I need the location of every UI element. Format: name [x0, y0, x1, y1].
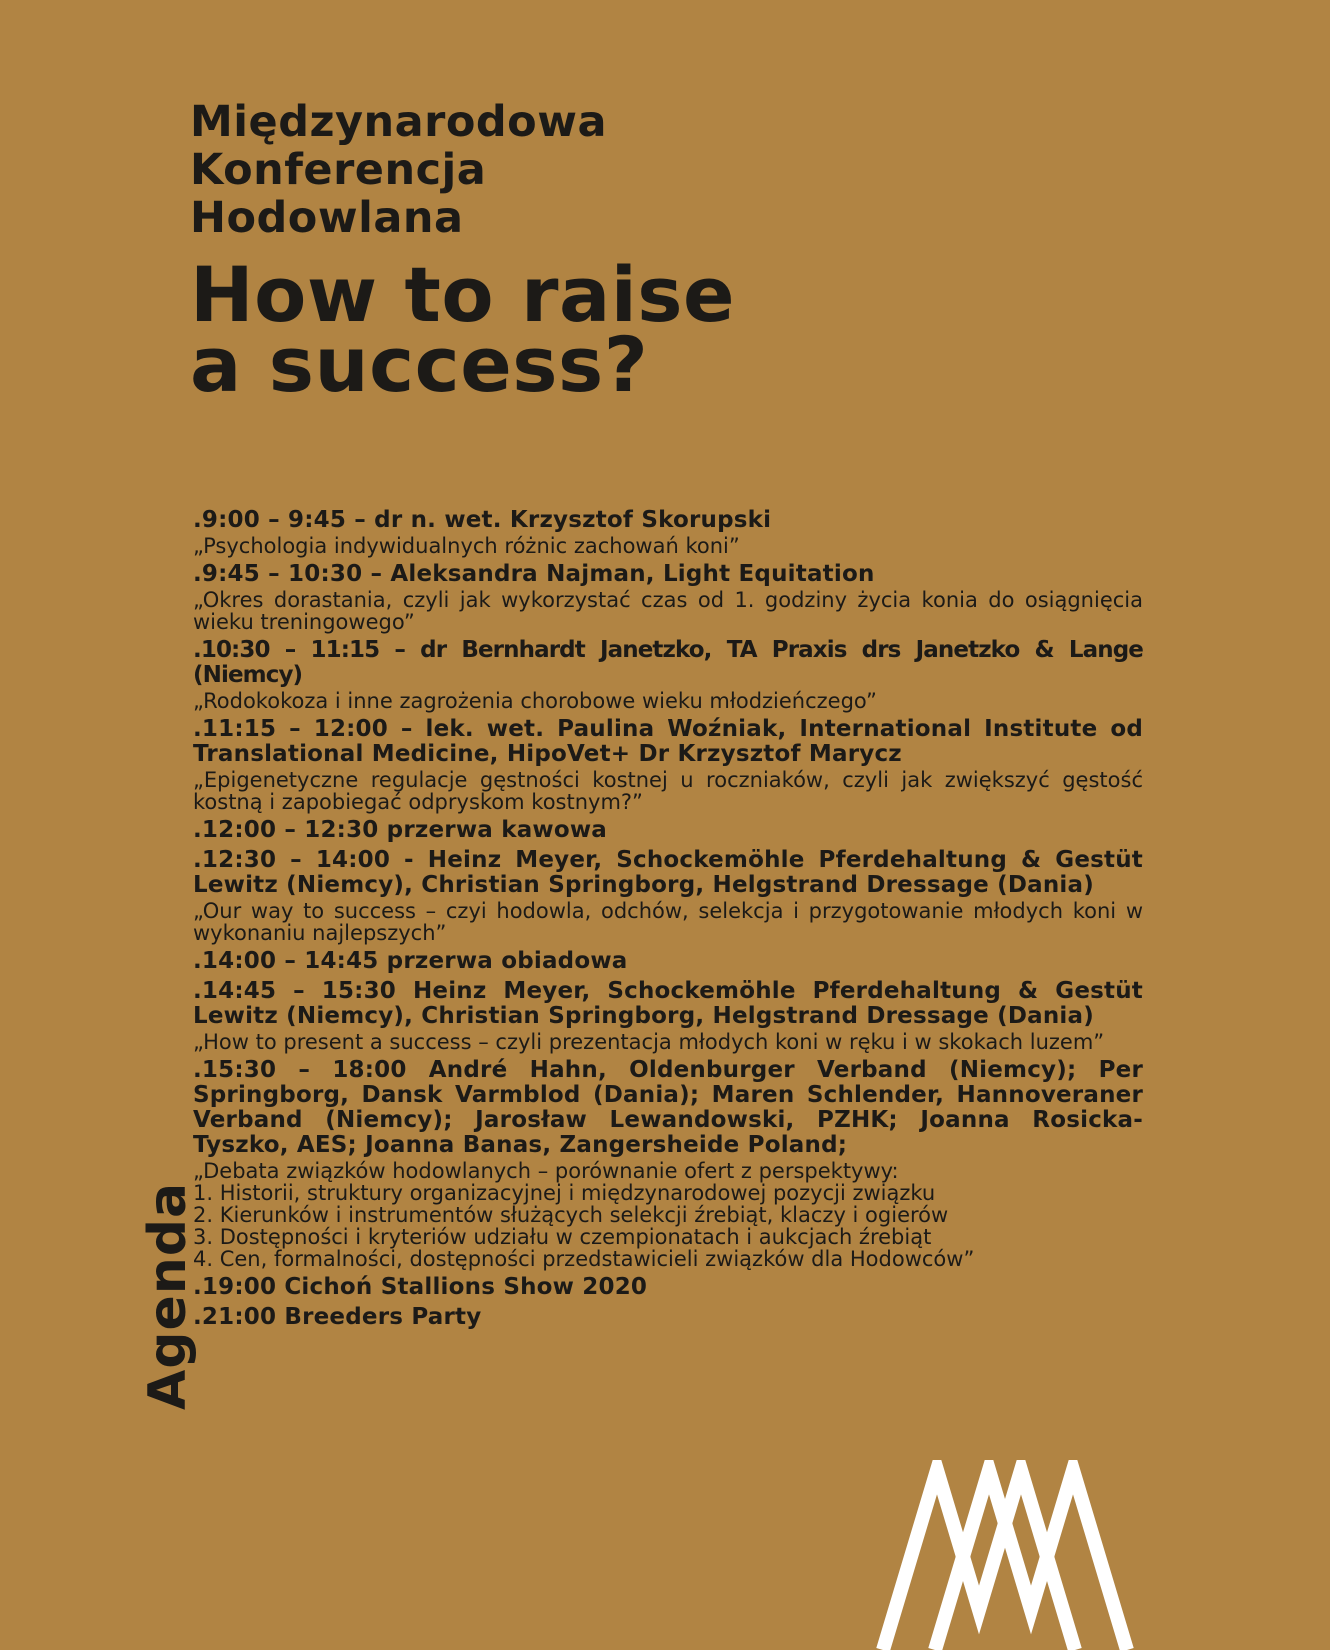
- agenda-item-desc: „Epigenetyczne regulacje gęstności kostnej u roczniaków, czyli jak zwiększyć gęstość kostną i zapobiegać odpryskom kostnym?”: [193, 768, 1143, 814]
- agenda-item-desc: [193, 1160, 1143, 1270]
- page-title: [190, 250, 990, 409]
- agenda-item-head: .12:00 – 12:30 przerwa kawowa: [193, 817, 608, 843]
- title-line: a success?: [190, 320, 649, 409]
- agenda-item: [193, 717, 1143, 813]
- agenda-item-desc: „Our way to success – czyi hodowla, odchów, selekcja i przygotowanie młodych koni w wykonaniu najlepszych”: [193, 899, 1143, 945]
- agenda-item-desc: „Psychologia indywidualnych różnic zachowań koni”: [193, 534, 740, 558]
- agenda-item: [193, 949, 1143, 974]
- agenda-item: [193, 508, 1143, 557]
- agenda-label: Agenda: [138, 1181, 198, 1410]
- agenda-item-head: .14:00 – 14:45 przerwa obiadowa: [193, 948, 628, 974]
- logo-icon: [875, 1460, 1135, 1650]
- agenda-item-head: .21:00 Breeders Party: [193, 1304, 482, 1330]
- agenda-item-head: .10:30 – 11:15 – dr Bernhardt Janetzko, TA Praxis drs Janetzko & Lange (Niemcy): [193, 637, 1143, 688]
- debate-line: 4. Cen, formalności, dostępności przedstawicieli związków dla Hodowców”: [193, 1247, 975, 1271]
- agenda-item-head: .11:15 – 12:00 – lek. wet. Paulina Woźniak, International Institute od Translational Medicine, HipoVet+ Dr Krzysztof Marycz: [193, 716, 1143, 767]
- agenda-item-head: .9:00 – 9:45 – dr n. wet. Krzysztof Skorupski: [193, 507, 772, 533]
- agenda-item-desc: „How to present a success – czyli prezentacja młodych koni w ręku i w skokach luzem”: [193, 1030, 1105, 1054]
- agenda-item-desc: „Okres dorastania, czyli jak wykorzystać czas od 1. godziny życia konia do osiągnięcia wieku treningowego”: [193, 588, 1143, 634]
- debate-line: 1. Historii, struktury organizacyjnej i międzynarodowej pozycji związku: [193, 1181, 936, 1205]
- title-line: How to raise: [190, 250, 736, 339]
- agenda-item-head: .15:30 – 18:00 André Hahn, Oldenburger Verband (Niemcy); Per Springborg, Dansk Varmblod (Dania); Maren Schlender, Hannoveraner Verband (Niemcy); Jarosław Lewandowski, PZHK; Joanna Rosicka-Tyszko, AES; Joanna Banas, Zangersheide Poland;: [193, 1057, 1143, 1158]
- agenda-list: [193, 508, 1143, 1335]
- conference-name: [190, 98, 990, 242]
- agenda-item: [193, 1305, 1143, 1330]
- agenda-item-head: .19:00 Cichoń Stallions Show 2020: [193, 1274, 648, 1300]
- debate-line: 2. Kierunków i instrumentów służących selekcji źrebiąt, klaczy i ogierów: [193, 1203, 949, 1227]
- agenda-item-head: .12:30 – 14:00 - Heinz Meyer, Schockemöhle Pferdehaltung & Gestüt Lewitz (Niemcy), Christian Springborg, Helgstrand Dressage (Dania): [193, 847, 1143, 898]
- agenda-item-head: .9:45 – 10:30 – Aleksandra Najman, Light Equitation: [193, 561, 875, 587]
- conference-line: Hodowlana: [190, 193, 464, 243]
- debate-line: 3. Dostępności i kryteriów udziału w czempionatach i aukcjach źrebiąt: [193, 1225, 932, 1249]
- agenda-item: [193, 848, 1143, 944]
- agenda-item-head: .14:45 – 15:30 Heinz Meyer, Schockemöhle Pferdehaltung & Gestüt Lewitz (Niemcy), Christian Springborg, Helgstrand Dressage (Dania): [193, 978, 1143, 1029]
- agenda-item: [193, 979, 1143, 1053]
- debate-line: „Debata związków hodowlanych – porównanie ofert z perspektywy:: [193, 1159, 899, 1183]
- agenda-item: [193, 1058, 1143, 1270]
- conference-line: Międzynarodowa: [190, 97, 607, 147]
- agenda-item: [193, 638, 1143, 712]
- conference-line: Konferencja: [190, 145, 487, 195]
- agenda-item: [193, 1275, 1143, 1300]
- agenda-item: [193, 818, 1143, 843]
- agenda-item-desc: „Rodokokoza i inne zagrożenia chorobowe wieku młodzieńczego”: [193, 689, 877, 713]
- agenda-item: [193, 562, 1143, 633]
- header: [190, 97, 990, 409]
